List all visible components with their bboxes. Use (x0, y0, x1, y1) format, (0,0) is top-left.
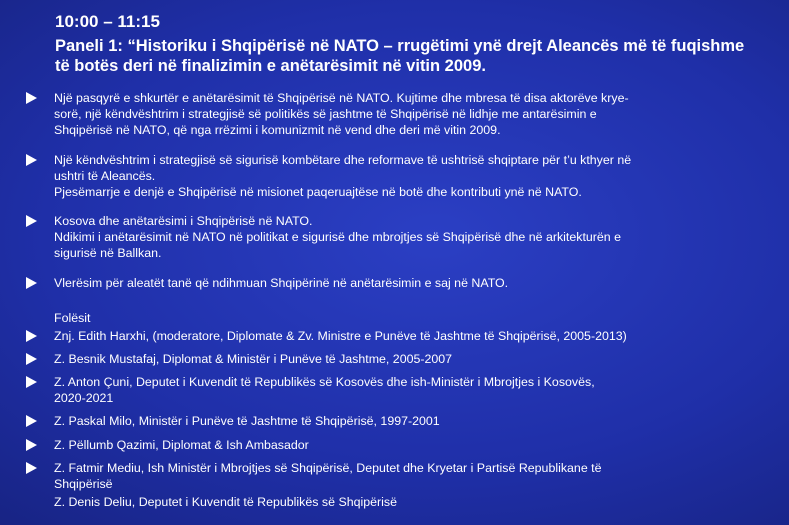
speaker-text: Z. Paskal Milo, Ministër i Punëve të Jashtme të Shqipërisë, 1997-2001 (54, 414, 440, 428)
topic-text: Vlerësim për aleatët tanë që ndihmuan Shqipërinë në anëtarësimin e saj në NATO. (54, 276, 509, 290)
bullet-triangle-icon (26, 415, 37, 427)
speaker-text: Znj. Edith Harxhi, (moderatore, Diplomate & Zv. Ministre e Punëve të Jashtme të Shqipërisë, 2005-2013) (54, 329, 627, 343)
speaker-text: Z. Fatmir Mediu, Ish Ministër i Mbrojtjes së Shqipërisë, Deputet dhe Kryetar i Partisë Republikane të Shqipërisë (54, 461, 602, 491)
bullet-triangle-icon (26, 376, 37, 388)
session-time: 10:00 – 11:15 (55, 12, 160, 31)
bullet-triangle-icon (26, 215, 37, 227)
bullet-triangle-icon (26, 330, 37, 342)
bullet-triangle-icon (26, 92, 37, 104)
speaker-text: Z. Denis Deliu, Deputet i Kuvendit të Republikës së Shqipërisë (54, 495, 397, 509)
bullet-triangle-icon (26, 277, 37, 289)
panel-title: Paneli 1: “Historiku i Shqipërisë në NATO – rrugëtimi ynë drejt Aleancës më të fuqishme të botës deri në finalizimin e anëtarësimit në vitin 2009. (55, 37, 745, 75)
topic-text: Një pasqyrë e shkurtër e anëtarësimit të Shqipërisë në NATO. Kujtime dhe mbresa të disa aktorëve krye- sorë, një këndvështrim i strategjisë së politikës së jashtme të Shqipërisë në lidhje me antarësimin e Shqipërisë në NATO, që nga rrëzimi i komunizmit në vend dhe deri më vitin 2009. (54, 91, 629, 137)
topic-text: Kosova dhe anëtarësimi i Shqipërisë në NATO. Ndikimi i anëtarësimit në NATO në politikat e sigurisë dhe mbrojtjes së Shqipërisë dhe në arkitekturën e sigurisë në Ballkan. (54, 214, 622, 260)
bullet-triangle-icon (26, 154, 37, 166)
bullet-triangle-icon (26, 439, 37, 451)
speaker-text: Z. Besnik Mustafaj, Diplomat & Ministër i Punëve të Jashtme, 2005-2007 (54, 352, 453, 366)
speakers-heading: Folësit (54, 311, 91, 325)
bullet-triangle-icon (26, 353, 37, 365)
speaker-text: Z. Pëllumb Qazimi, Diplomat & Ish Ambasador (54, 438, 309, 452)
topic-text: Një këndvështrim i strategjisë së sigurisë kombëtare dhe reformave të ushtrisë shqiptare për t’u kthyer në ushtri të Aleancës. Pjesëmarrje e denjë e Shqipërisë në misionet paqeruajtëse në botë dhe kontributi ynë në NATO. (54, 153, 632, 199)
speaker-text: Z. Anton Çuni, Deputet i Kuvendit të Republikës së Kosovës dhe ish-Ministër i Mbrojtjes i Kosovës, 2020-2021 (54, 375, 595, 405)
bullet-triangle-icon (26, 462, 37, 474)
